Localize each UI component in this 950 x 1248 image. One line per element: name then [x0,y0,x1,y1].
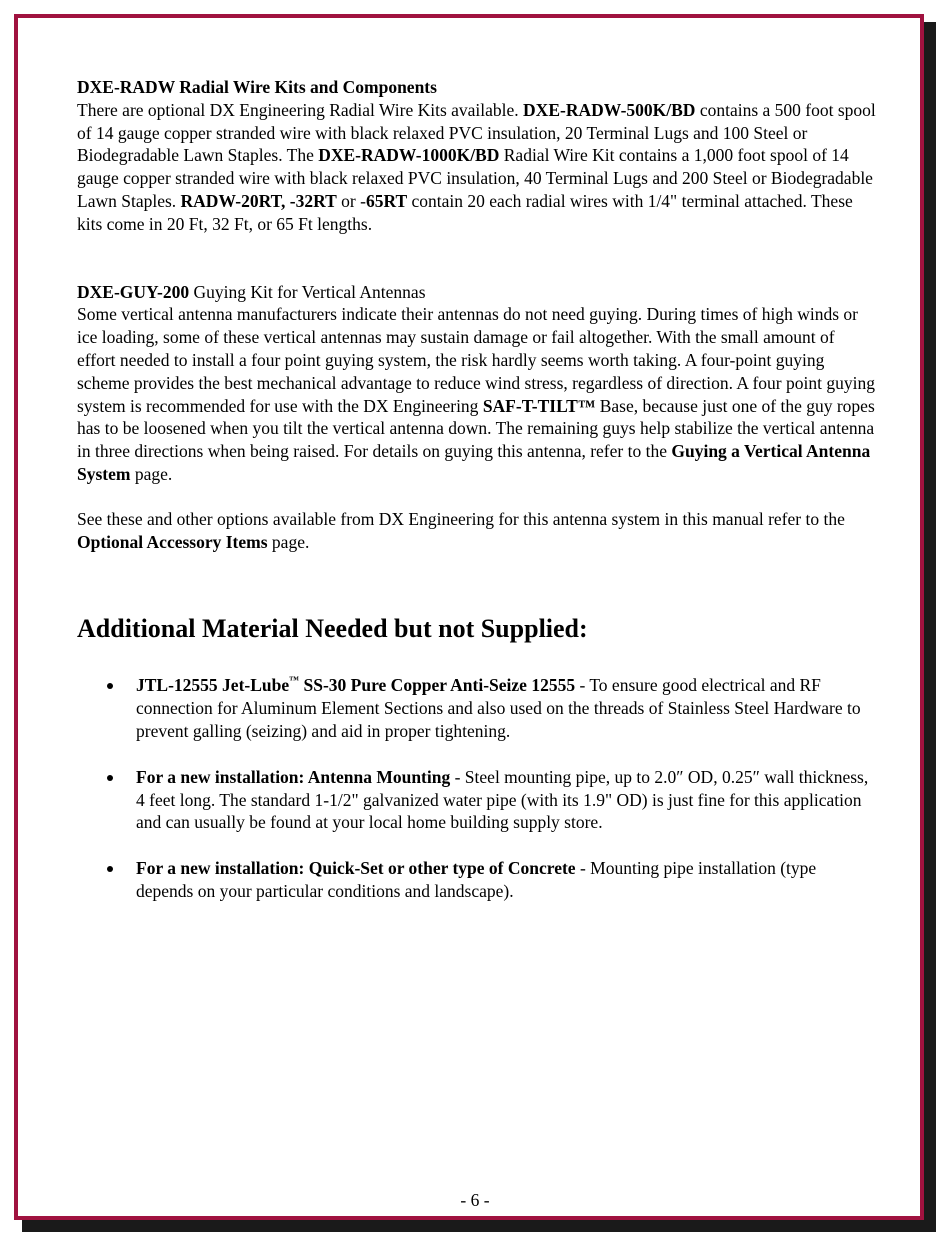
bullet-icon [107,775,113,781]
additional-material-heading: Additional Material Needed but not Supplied: [77,614,588,644]
guying-kit-body: Some vertical antenna manufacturers indicate their antennas do not need guying. During times of high winds or ice loading, some of these vertical antennas may sustain damage or fail altogether. With the small amount of effort needed to install a four point guying system, the risk hardly seems worth taking. A four-point guying scheme provides the best mechanical advantage to reduce wind stress, regardless of direction. A four point guying system is recommended for use with the DX Engineering SAF-T-TILT™ Base, because just one of the guy ropes has to be loosened when you tilt the vertical antenna down. The remaining guys help stabilize the vertical antenna in three directions when being raised. For details on guying this antenna, refer to the Guying a Vertical Antenna System page. [77,304,875,484]
radial-wire-kits-body: There are optional DX Engineering Radial Wire Kits available. DXE-RADW-500K/BD contains a 500 foot spool of 14 gauge copper stranded wire with black relaxed PVC insulation, 20 Terminal Lugs and 100 Steel or Biodegradable Lawn Staples. The DXE-RADW-1000K/BD Radial Wire Kit contains a 1,000 foot spool of 14 gauge copper stranded wire with black relaxed PVC insulation, 40 Terminal Lugs and 200 Steel or Biodegradable Lawn Staples. RADW-20RT, -32RT or -65RT contain 20 each radial wires with 1/4" terminal attached. These kits come in 20 Ft, 32 Ft, or 65 Ft lengths. [77,99,876,234]
bullet-icon [107,683,113,689]
guying-kit-section [77,281,877,554]
additional-material-list [77,674,877,902]
guying-kit-heading: DXE-GUY-200 Guying Kit for Vertical Antennas [77,281,426,302]
list-item-antenna-mounting: For a new installation: Antenna Mounting - Steel mounting pipe, up to 2.0″ OD, 0.25″ wall thickness, 4 feet long. The standard 1-1/2" galvanized water pipe (with its 1.9" OD) is just fine for this application and can usually be found at your local home building supply store. [77,766,877,834]
radial-wire-kits-section [77,76,877,236]
page-number: - 6 - [460,1190,490,1210]
list-item-anti-seize: JTL-12555 Jet-Lube™ SS-30 Pure Copper Anti-Seize 12555 - To ensure good electrical and RF connection for Aluminum Element Sections and also used on the threads of Stainless Steel Hardware to prevent galling (seizing) and aid in proper tightening. [77,674,877,742]
bullet-icon [107,866,113,872]
optional-accessories-note: See these and other options available from DX Engineering for this antenna system in this manual refer to the Optional Accessory Items page. [77,508,845,552]
list-item-concrete: For a new installation: Quick-Set or other type of Concrete - Mounting pipe installation (type depends on your particular conditions and landscape). [77,857,877,903]
radial-wire-kits-heading: DXE-RADW Radial Wire Kits and Components [77,77,437,97]
page-content [77,76,877,926]
